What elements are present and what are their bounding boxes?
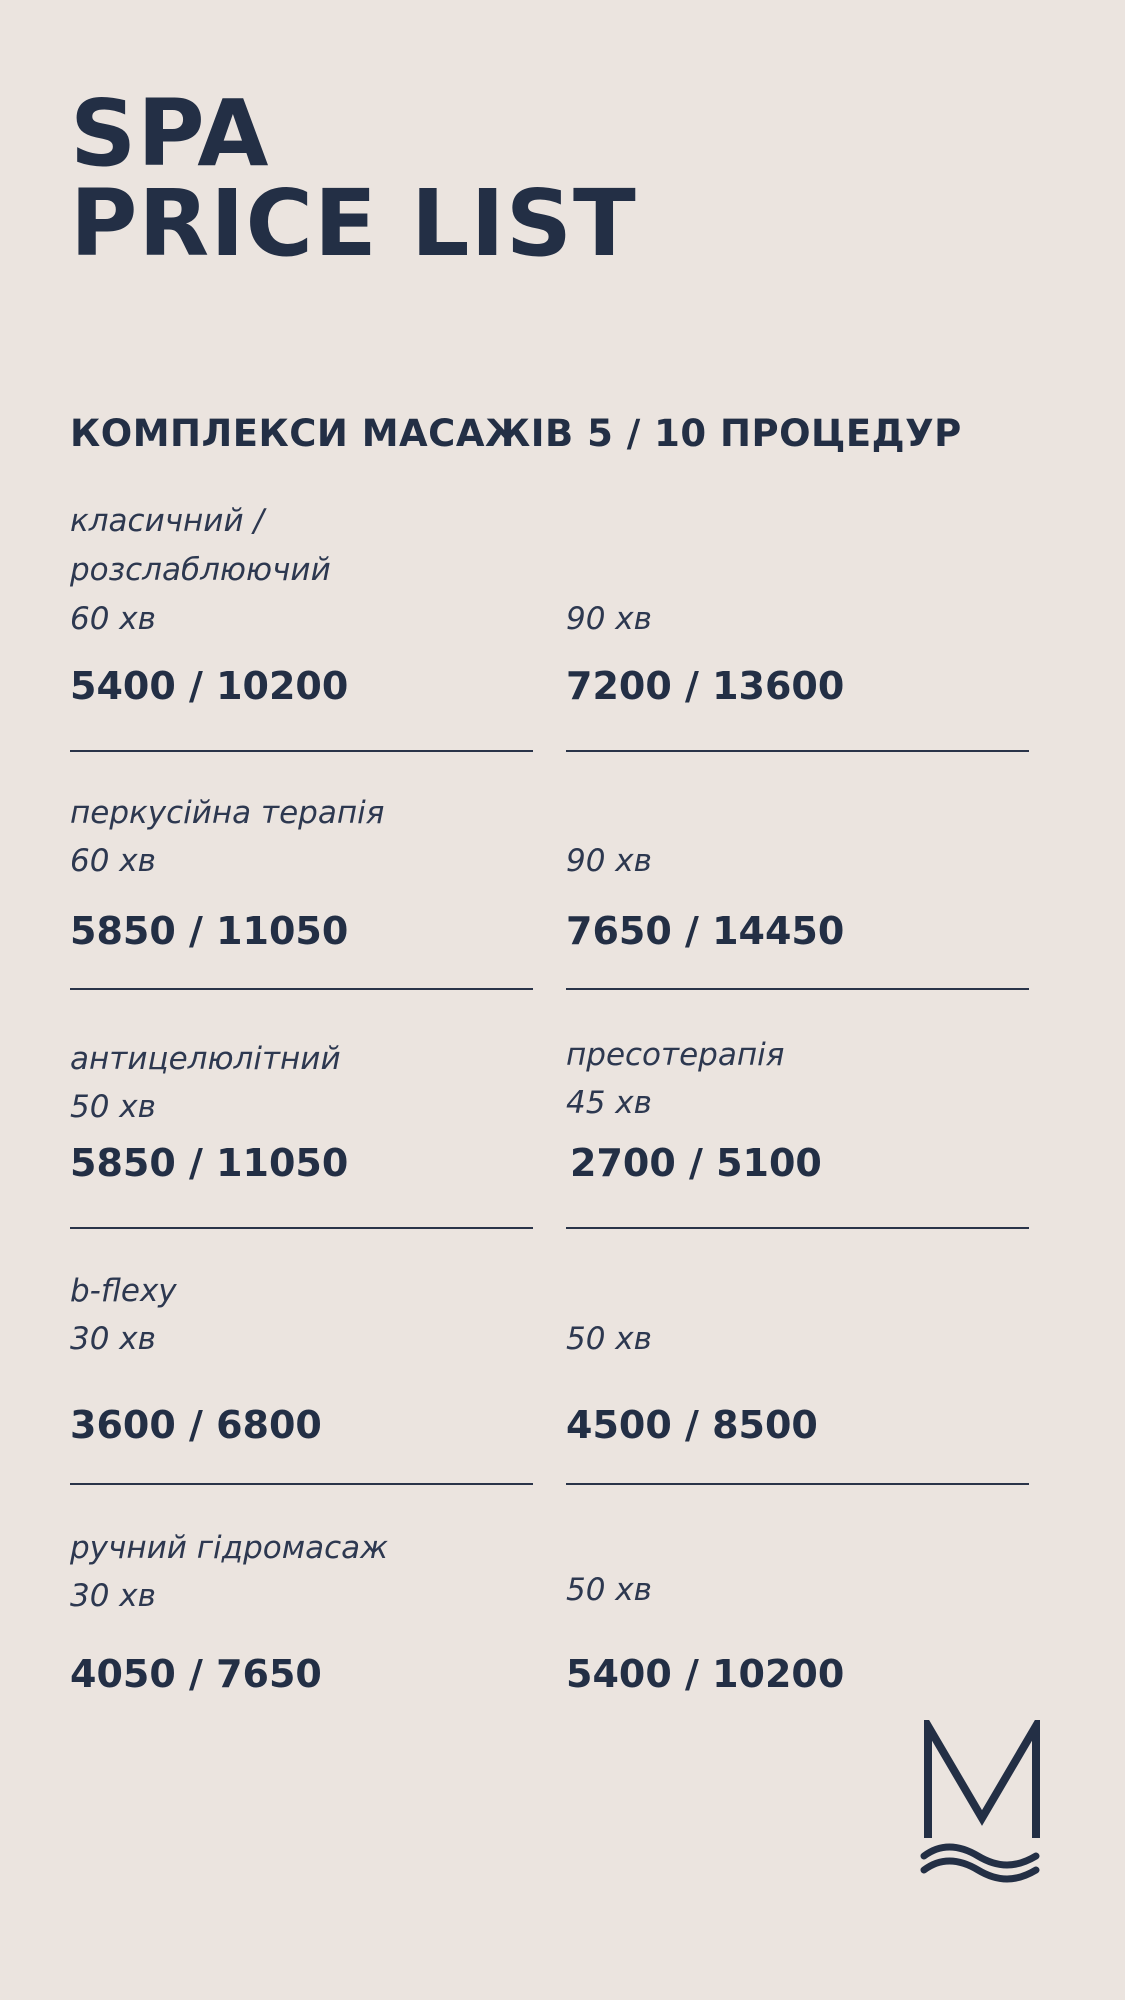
service-name-classic-line-1: класичний / — [70, 503, 264, 539]
price-percussion-right: 7650 / 14450 — [566, 909, 845, 953]
service-name-bflexy: b-flexy — [70, 1273, 177, 1309]
duration-bflexy-left: 30 хв — [70, 1321, 156, 1357]
divider — [566, 1483, 1029, 1485]
service-name-anticellulite: антицелюлітний — [70, 1041, 341, 1077]
divider — [566, 750, 1029, 752]
service-name-classic-line-2: розслаблюючий — [70, 552, 331, 588]
duration-bflexy-right: 50 хв — [566, 1321, 652, 1357]
duration-pressotherapy: 45 хв — [566, 1085, 652, 1121]
price-hydromassage-right: 5400 / 10200 — [566, 1652, 845, 1696]
page-title-line-1: SPA — [70, 80, 270, 187]
divider — [566, 988, 1029, 990]
duration-classic-left: 60 хв — [70, 601, 156, 637]
price-hydromassage-left: 4050 / 7650 — [70, 1652, 322, 1696]
price-bflexy-left: 3600 / 6800 — [70, 1403, 322, 1447]
m-wave-logo-icon — [920, 1720, 1044, 1890]
divider — [70, 1227, 533, 1229]
duration-hydromassage-right: 50 хв — [566, 1572, 652, 1608]
duration-percussion-left: 60 хв — [70, 843, 156, 879]
service-name-percussion: перкусійна терапія — [70, 795, 385, 831]
service-name-pressotherapy: пресотерапія — [566, 1037, 785, 1073]
divider — [566, 1227, 1029, 1229]
price-pressotherapy: 2700 / 5100 — [570, 1141, 822, 1185]
divider — [70, 988, 533, 990]
price-classic-left: 5400 / 10200 — [70, 664, 349, 708]
duration-classic-right: 90 хв — [566, 601, 652, 637]
duration-anticellulite: 50 хв — [70, 1089, 156, 1125]
page-title-line-2: PRICE LIST — [70, 170, 637, 277]
duration-percussion-right: 90 хв — [566, 843, 652, 879]
service-name-hydromassage: ручний гідромасаж — [70, 1530, 389, 1566]
price-classic-right: 7200 / 13600 — [566, 664, 845, 708]
section-heading: КОМПЛЕКСИ МАСАЖІВ 5 / 10 ПРОЦЕДУР — [70, 412, 962, 455]
price-bflexy-right: 4500 / 8500 — [566, 1403, 818, 1447]
divider — [70, 1483, 533, 1485]
price-percussion-left: 5850 / 11050 — [70, 909, 349, 953]
price-anticellulite: 5850 / 11050 — [70, 1141, 349, 1185]
duration-hydromassage-left: 30 хв — [70, 1578, 156, 1614]
divider — [70, 750, 533, 752]
